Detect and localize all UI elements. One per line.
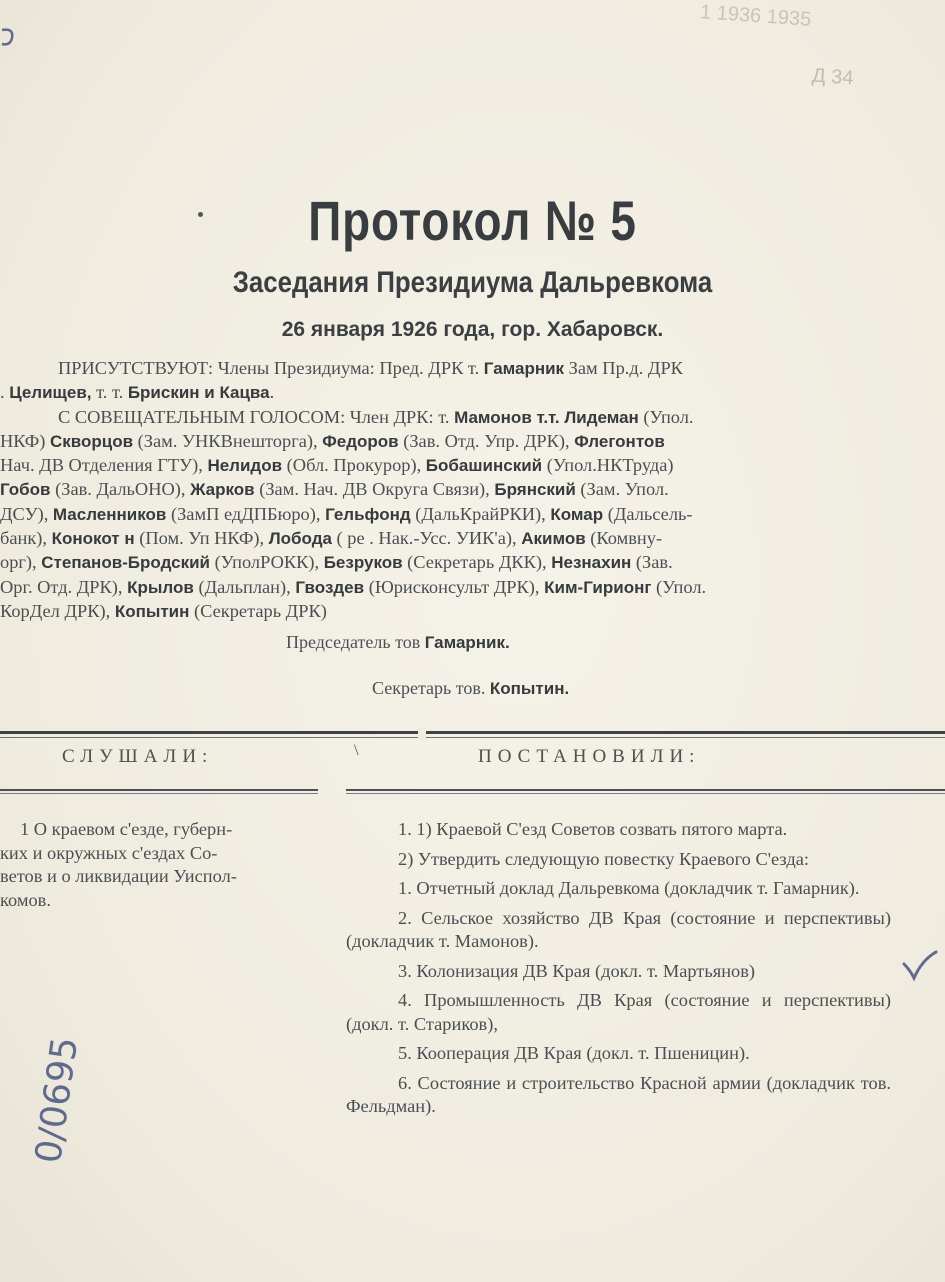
attendance-text: Нач. ДВ Отделения ГТУ),: [0, 455, 208, 476]
attendee-name: Нелидов: [207, 456, 283, 476]
attendance-text: т. т.: [91, 382, 128, 403]
attendee-name: Комар: [550, 504, 604, 524]
attendance-text: С СОВЕЩАТЕЛЬНЫМ ГОЛОСОМ: Член ДРК: т.: [58, 406, 455, 427]
attendance-text: Зам Пр.д. ДРК: [564, 358, 683, 378]
agenda-item: 4. Промышленность ДВ Края (состояние и перспективы) (докл. т. Стариков),: [346, 990, 891, 1034]
heard-line: ветов и о ликвидации Уиспол-: [0, 866, 237, 886]
attendance-text: банк),: [0, 528, 52, 549]
attendance-text: .: [269, 382, 275, 403]
attendance-line: [0, 429, 900, 453]
attendee-name: Масленников: [52, 504, 167, 524]
attendee-name: Брянский: [494, 480, 576, 500]
attendance-line: [0, 477, 900, 501]
attendance-line: [0, 599, 900, 623]
agenda-item: 2. Сельское хозяйство ДВ Края (состояние и перспективы) (докладчик т. Мамонов).: [346, 907, 891, 951]
attendance-text: (ЗамП едДПБюро),: [166, 503, 326, 524]
attendance-text: (Секретарь ДКК),: [402, 552, 552, 573]
attendee-name: Скворцов: [50, 431, 134, 451]
heard-line: 1 О краевом с'езде, губерн-: [20, 819, 233, 839]
attendance-line: [0, 356, 900, 380]
attendance-line: [0, 380, 900, 404]
attendance-line: [0, 502, 900, 526]
attendance-text: (Обл. Прокурор),: [282, 455, 426, 476]
attendee-name: Брискин и Кацва: [127, 383, 270, 403]
attendance-block: [0, 356, 900, 623]
attendance-text: ПРИСУТСТВУЮТ: Члены Президиума: Пред. ДРК т.: [58, 358, 484, 378]
heard-column: [0, 818, 322, 912]
attendance-text: (УполРОКК),: [210, 552, 324, 573]
attendee-name: Незнахин: [551, 553, 632, 573]
divider-rule: [0, 789, 318, 791]
attendee-name: Гельфонд: [325, 504, 411, 524]
handwritten-archive-number: 0/0695: [28, 1034, 87, 1166]
attendance-text: (Упол.НКТруда): [542, 455, 674, 476]
divider-gap: [418, 728, 426, 740]
divider-rule: [346, 793, 945, 794]
attendance-text: ( ре . Нак.-Усс. УИК'а),: [331, 528, 522, 549]
agenda-item: 1. Отчетный доклад Дальревкома (докладчик т. Гамарник).: [398, 878, 860, 898]
attendance-text: .: [0, 382, 10, 403]
attendee-name: Флегонтов: [574, 431, 665, 451]
attendee-name: Федоров: [322, 431, 399, 451]
heard-line: комов.: [0, 889, 51, 910]
divider-rule: [0, 731, 945, 734]
divider-rule: [0, 737, 945, 738]
attendance-text: (Упол.: [638, 406, 694, 427]
attendance-text: (Зам. Упол.: [575, 479, 669, 500]
attendee-name: Мамонов т.т. Лидеман: [454, 407, 639, 427]
attendance-text: (Пом. Уп НКФ),: [134, 528, 269, 549]
secretary-name: Копытин.: [489, 679, 570, 698]
attendee-name: Гамарник: [483, 359, 565, 378]
attendee-name: Степанов-Бродский: [41, 553, 211, 573]
attendance-line: [0, 550, 900, 574]
document-subtitle: Заседания Президиума Дальревкома: [232, 266, 713, 299]
faded-stamp-code: Д 34: [811, 64, 855, 90]
attendance-text: (Зав. Отд. Упр. ДРК),: [398, 430, 575, 451]
attendee-name: Целищев,: [9, 383, 92, 403]
attendance-text: орг),: [0, 552, 42, 573]
attendance-text: (Дальплан),: [193, 576, 296, 597]
attendee-name: Бобашинский: [425, 456, 543, 476]
heard-line: ких и окружных с'ездах Со-: [0, 842, 218, 863]
attendance-text: (Зам. УНКВнешторга),: [133, 430, 323, 451]
document-dateline: 26 января 1926 года, гор. Хабаровск.: [281, 318, 664, 341]
column-header-resolved: ПОСТАНОВИЛИ:: [478, 746, 701, 767]
attendee-name: Гвоздев: [295, 577, 365, 597]
column-header-heard: СЛУШАЛИ:: [62, 746, 214, 767]
attendee-name: Ким-Гирионг: [544, 577, 652, 597]
attendance-text: (Дальсель-: [603, 503, 693, 524]
chairman-line: [286, 632, 510, 653]
attendance-line: [0, 453, 900, 477]
attendance-line: [0, 405, 900, 429]
divider-rule: [0, 793, 318, 794]
resolution-item: 1. 1) Краевой С'езд Советов созвать пятого марта.: [398, 819, 788, 839]
resolution-item: 2) Утвердить следующую повестку Краевого С'езда:: [398, 848, 809, 869]
secretary-label: Секретарь тов.: [372, 678, 490, 698]
chairman-label: Председатель тов: [286, 632, 425, 652]
agenda-item: 5. Кооперация ДВ Края (докл. т. Пшеницин).: [398, 1043, 750, 1063]
attendance-text: (Юрисконсульт ДРК),: [364, 576, 545, 597]
attendee-name: Конокот н: [51, 529, 135, 549]
attendee-name: Гобов: [0, 480, 51, 500]
attendance-text: (Секретарь ДРК): [189, 600, 327, 621]
attendance-text: (ДальКрайРКИ),: [410, 503, 551, 524]
secretary-line: [372, 678, 569, 699]
attendee-name: Копытин: [114, 601, 190, 621]
attendee-name: Лобода: [268, 529, 332, 549]
attendance-text: Орг. Отд. ДРК),: [0, 576, 128, 597]
attendance-text: (Упол.: [651, 576, 707, 597]
attendance-line: [0, 526, 900, 550]
chairman-name: Гамарник.: [424, 633, 510, 652]
attendance-text: (Комвну-: [585, 528, 663, 549]
attendance-text: (Зав.: [631, 552, 673, 573]
attendee-name: Жарков: [190, 480, 255, 500]
corner-ink-mark: [0, 24, 20, 54]
attendance-text: ДСУ),: [0, 503, 53, 524]
checkmark-icon: [900, 948, 940, 984]
attendance-line: [0, 575, 900, 599]
attendance-text: (Зам. Нач. ДВ Округа Связи),: [254, 479, 495, 500]
divider-rule: [346, 789, 945, 791]
agenda-item: 6. Состояние и строительство Красной армии (докладчик тов. Фельдман).: [346, 1072, 891, 1116]
attendee-name: Акимов: [521, 529, 586, 549]
tick-mark: \: [354, 742, 359, 759]
faded-stamp-top: 1 1936 1935: [699, 1, 812, 31]
attendee-name: Крылов: [127, 577, 194, 597]
attendee-name: Безруков: [323, 553, 403, 573]
attendance-text: (Зав. ДальОНО),: [50, 479, 191, 500]
agenda-item: 3. Колонизация ДВ Края (докл. т. Мартьянов): [398, 960, 756, 981]
attendance-text: НКФ): [0, 430, 50, 451]
attendance-text: КорДел ДРК),: [0, 600, 115, 621]
document-title: Протокол № 5: [308, 189, 637, 252]
resolved-column: [346, 818, 891, 1125]
